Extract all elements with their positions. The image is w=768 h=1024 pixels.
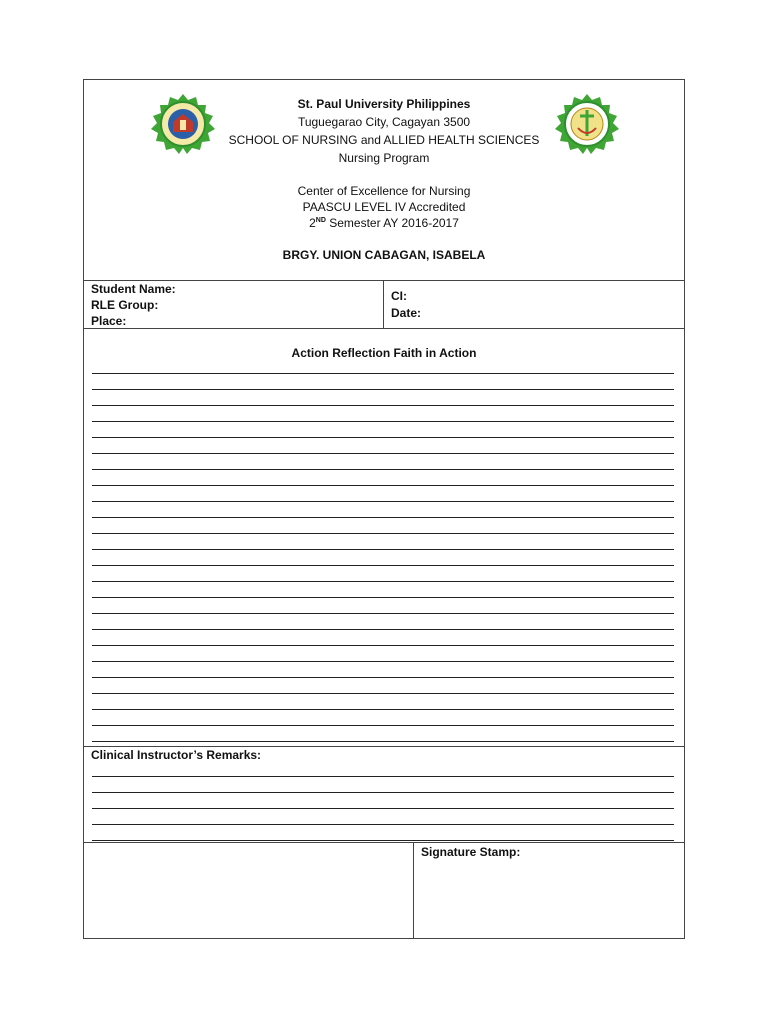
reflection-writing-line[interactable] (92, 373, 674, 374)
reflection-writing-line[interactable] (92, 597, 674, 598)
remarks-writing-line[interactable] (92, 840, 674, 841)
reflection-writing-line[interactable] (92, 421, 674, 422)
reflection-writing-line[interactable] (92, 725, 674, 726)
program-name: Nursing Program (338, 151, 430, 165)
signature-divider (413, 843, 414, 938)
remarks-writing-line[interactable] (92, 808, 674, 809)
student-name-label: Student Name: (91, 282, 176, 296)
rle-group-label: RLE Group: (91, 298, 159, 312)
reflection-writing-line[interactable] (92, 741, 674, 742)
reflection-writing-line[interactable] (92, 709, 674, 710)
place-label: Place: (91, 314, 127, 328)
location-name: BRGY. UNION CABAGAN, ISABELA (282, 248, 486, 262)
reflection-writing-line[interactable] (92, 565, 674, 566)
reflection-section (84, 328, 684, 746)
semester-text: Semester AY 2016-2017 (325, 216, 459, 230)
remarks-section (84, 746, 684, 842)
reflection-writing-line[interactable] (92, 549, 674, 550)
remarks-writing-line[interactable] (92, 824, 674, 825)
student-info-section (84, 280, 684, 328)
remarks-writing-line[interactable] (92, 792, 674, 793)
semester-line (84, 215, 684, 231)
reflection-writing-line[interactable] (92, 437, 674, 438)
ci-label: CI: (391, 289, 407, 303)
reflection-writing-line[interactable] (92, 405, 674, 406)
reflection-writing-line[interactable] (92, 485, 674, 486)
signature-stamp-label: Signature Stamp: (421, 845, 521, 859)
info-divider (383, 281, 384, 328)
semester-ordinal: ND (315, 217, 326, 224)
reflection-writing-line[interactable] (92, 693, 674, 694)
signature-section (84, 842, 684, 938)
reflection-writing-line[interactable] (92, 661, 674, 662)
reflection-writing-line[interactable] (92, 389, 674, 390)
university-name: St. Paul University Philippines (297, 97, 471, 111)
semester-number: 2 (309, 216, 316, 230)
reflection-writing-line[interactable] (92, 677, 674, 678)
reflection-writing-line[interactable] (92, 517, 674, 518)
form-header (84, 80, 684, 280)
accreditation-level: PAASCU LEVEL IV Accredited (302, 200, 466, 214)
reflection-writing-line[interactable] (92, 629, 674, 630)
reflection-writing-line[interactable] (92, 469, 674, 470)
reflection-title: Action Reflection Faith in Action (291, 346, 477, 360)
remarks-writing-line[interactable] (92, 776, 674, 777)
reflection-writing-line[interactable] (92, 533, 674, 534)
reflection-writing-line[interactable] (92, 453, 674, 454)
reflection-writing-line[interactable] (92, 645, 674, 646)
reflection-writing-line[interactable] (92, 581, 674, 582)
reflection-form (83, 79, 685, 939)
center-of-excellence: Center of Excellence for Nursing (297, 184, 471, 198)
university-address: Tuguegarao City, Cagayan 3500 (297, 115, 471, 129)
date-label: Date: (391, 306, 422, 320)
school-name: SCHOOL OF NURSING and ALLIED HEALTH SCIENCES (228, 133, 540, 147)
remarks-label: Clinical Instructor’s Remarks: (91, 748, 262, 762)
reflection-writing-line[interactable] (92, 501, 674, 502)
reflection-writing-line[interactable] (92, 613, 674, 614)
